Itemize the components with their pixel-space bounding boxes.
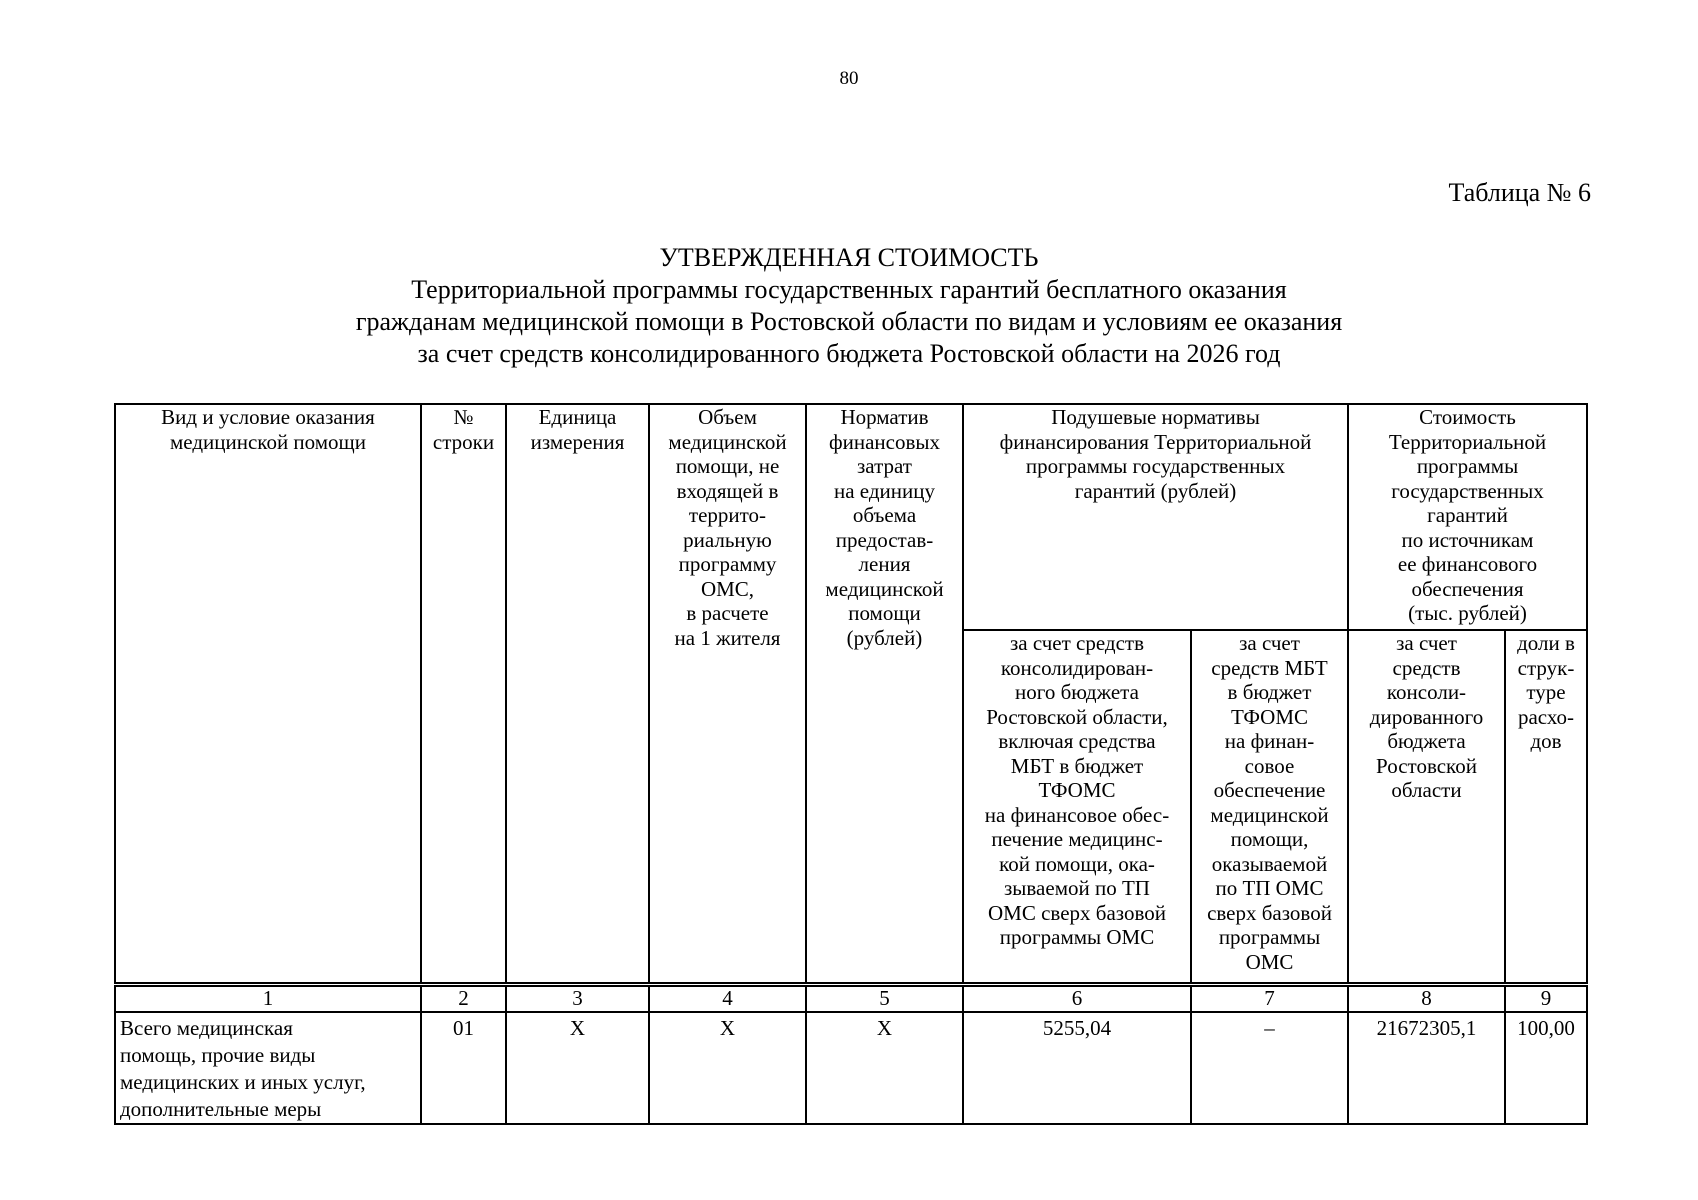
column-number: 3: [506, 984, 649, 1012]
document-title: [0, 242, 1698, 370]
header-cost-consolidated: за счет средств консоли- дированного бюджета Ростовской области: [1348, 630, 1505, 984]
header-care-type: Вид и условие оказания медицинской помощи: [115, 404, 421, 984]
column-number: 5: [806, 984, 963, 1012]
column-number-row: [115, 984, 1587, 1012]
header-cost-norm: Норматив финансовых затрат на единицу объема предостав- ления медицинской помощи (рублей): [806, 404, 963, 984]
row-per-capita-mbt: –: [1191, 1012, 1348, 1124]
page-number: 80: [839, 68, 859, 89]
header-per-capita-consolidated: за счет средств консолидирован- ного бюджета Ростовской области, включая средства МБТ в бюджет ТФОМС на финансовое обес- печение медицинс- кой помощи, ока- зываемой по ТП ОМС сверх базовой программы ОМС: [963, 630, 1191, 984]
header-line-number: № строки: [421, 404, 506, 984]
row-cost-consolidated: 21672305,1: [1348, 1012, 1505, 1124]
row-per-capita-consolidated: 5255,04: [963, 1012, 1191, 1124]
column-number: 7: [1191, 984, 1348, 1012]
column-number: 2: [421, 984, 506, 1012]
title-line-3: гражданам медицинской помощи в Ростовской области по видам и условиям ее оказания: [355, 307, 1343, 336]
header-per-capita-mbt: за счет средств МБТ в бюджет ТФОМС на финан- совое обеспечение медицинской помощи, оказываемой по ТП ОМС сверх базовой программы ОМС: [1191, 630, 1348, 984]
header-total-cost-group: Стоимость Территориальной программы государственных гарантий по источникам ее финансового обеспечения (тыс. рублей): [1348, 404, 1587, 630]
row-unit: X: [506, 1012, 649, 1124]
column-number: 8: [1348, 984, 1505, 1012]
row-cost-norm: X: [806, 1012, 963, 1124]
title-line-2: Территориальной программы государственных гарантий бесплатного оказания: [411, 275, 1287, 304]
column-number: 9: [1505, 984, 1587, 1012]
header-row-1: [115, 404, 1587, 630]
table-label: Таблица № 6: [1448, 178, 1591, 207]
header-per-capita-group: Подушевые нормативы финансирования Территориальной программы государственных гарантий (рублей): [963, 404, 1348, 630]
column-number: 6: [963, 984, 1191, 1012]
row-line-number: 01: [421, 1012, 506, 1124]
header-volume: Объем медицинской помощи, не входящей в террито- риальную программу ОМС, в расчете на 1 жителя: [649, 404, 806, 984]
header-unit: Единица измерения: [506, 404, 649, 984]
title-line-1: УТВЕРЖДЕННАЯ СТОИМОСТЬ: [659, 243, 1039, 272]
table-row: [115, 1012, 1587, 1124]
column-number: 4: [649, 984, 806, 1012]
row-care-type: Всего медицинская помощь, прочие виды медицинских и иных услуг, дополнительные меры: [115, 1012, 421, 1124]
row-share: 100,00: [1505, 1012, 1587, 1124]
title-line-4: за счет средств консолидированного бюджета Ростовской области на 2026 год: [417, 339, 1281, 368]
column-number: 1: [115, 984, 421, 1012]
cost-table: [114, 403, 1588, 1125]
header-share: доли в струк- туре расхо- дов: [1505, 630, 1587, 984]
row-volume: X: [649, 1012, 806, 1124]
